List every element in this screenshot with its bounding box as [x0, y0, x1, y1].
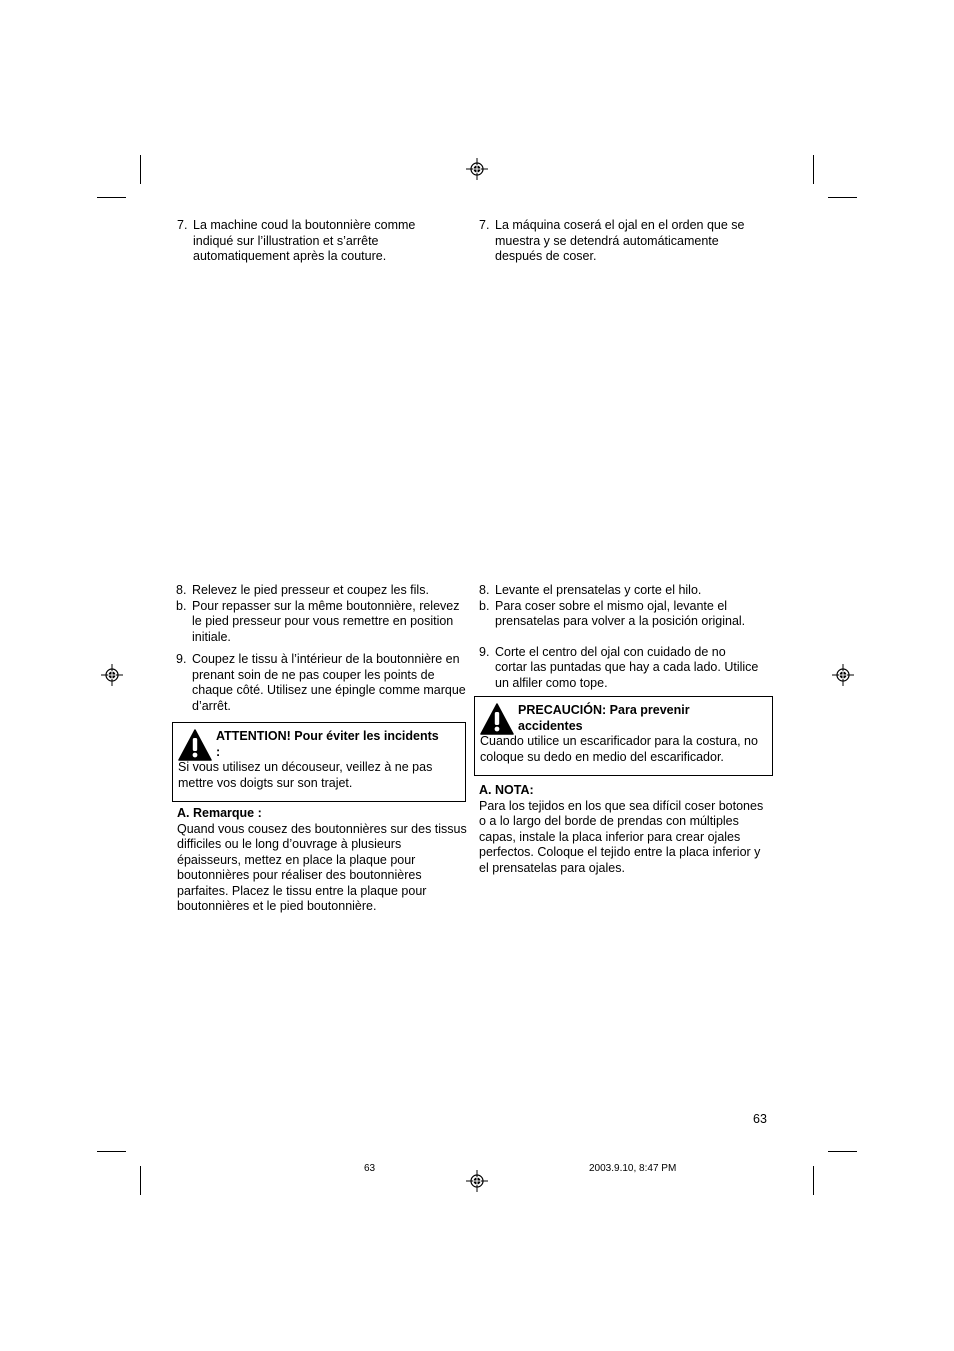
page-number: 63 — [753, 1112, 767, 1126]
footer-timestamp: 2003.9.10, 8:47 PM — [589, 1163, 677, 1174]
registration-mark-icon — [465, 157, 489, 181]
crop-mark — [140, 1166, 141, 1195]
footer-page: 63 — [364, 1163, 376, 1174]
crop-mark — [140, 155, 141, 184]
french-step-8 — [176, 583, 466, 599]
step-number: b. — [176, 598, 187, 613]
spanish-step-8 — [479, 583, 769, 599]
step-text: Pour repasser sur la même boutonnière, relevez le pied presseur pour vous remettre en position initiale. — [192, 598, 460, 644]
french-note — [177, 806, 467, 915]
step-text: Corte el centro del ojal con cuidado de no cortar las puntadas que hay a cada lado. Utilice un alfiler como tope. — [495, 644, 759, 690]
spanish-step-7 — [479, 218, 759, 265]
step-text: Para coser sobre el mismo ojal, levante el prensatelas para volver a la posición original. — [495, 598, 746, 628]
registration-mark-icon — [465, 1169, 489, 1193]
step-text: Levante el prensatelas y corte el hilo. — [495, 583, 702, 597]
note-title — [177, 806, 467, 822]
step-text: La machine coud la boutonnière comme indiqué sur l’illustration et s’arrête automatiquement après la couture. — [193, 218, 416, 263]
caution-text: Cuando utilice un escarificador para la costura, no coloque su dedo en medio del escarificador. — [480, 734, 758, 764]
spanish-caution-box — [474, 696, 773, 776]
registration-mark-icon — [831, 663, 855, 687]
caution-text: Si vous utilisez un découseur, veillez à ne pas mettre vos doigts sur son trajet. — [178, 760, 433, 790]
french-step-b — [176, 599, 466, 646]
step-number: 8. — [176, 583, 187, 597]
step-number: 9. — [479, 644, 490, 659]
note-heading: NOTA: — [495, 783, 534, 797]
french-step-9 — [176, 652, 466, 714]
step-text: La máquina coserá el ojal en el orden que se muestra y se detendrá automáticamente después de coser. — [495, 218, 745, 263]
crop-mark — [97, 197, 126, 198]
spanish-step-9 — [479, 645, 769, 692]
french-caution-box — [172, 722, 466, 802]
crop-mark — [813, 155, 814, 184]
caution-title: PRECAUCIÓN: Para prevenir accidentes — [518, 703, 690, 733]
crop-mark — [97, 1151, 126, 1152]
crop-mark — [828, 197, 857, 198]
step-text: Relevez le pied presseur et coupez les fils. — [192, 583, 429, 597]
warning-triangle-icon — [178, 729, 212, 761]
step-number: 7. — [479, 218, 490, 232]
step-number: b. — [479, 598, 490, 613]
note-label: A. — [177, 806, 190, 820]
french-step-7 — [177, 218, 447, 265]
note-text: Quand vous cousez des boutonnières sur des tissus difficiles ou le long d’ouvrage à plusieurs épaisseurs, mettez en place la plaque pour boutonnières pour réaliser des boutonnières parfaites. Placez le tissu entre la plaque pour boutonnières et le pied boutonnière. — [177, 821, 467, 913]
step-number: 9. — [176, 652, 187, 666]
caution-title: ATTENTION! Pour éviter les incidents : — [216, 729, 439, 759]
note-label: A. — [479, 783, 492, 797]
note-heading: Remarque : — [193, 806, 262, 820]
note-title — [479, 783, 771, 799]
step-number: 7. — [177, 218, 188, 232]
crop-mark — [828, 1151, 857, 1152]
note-text: Para los tejidos en los que sea difícil coser botones o a lo largo del borde de prendas con múltiples capas, instale la placa inferior para crear ojales perfectos. Coloque el tejido entre la placa inferior y el prensatelas para ojales. — [479, 798, 764, 875]
spanish-steps-lower — [479, 583, 769, 691]
registration-mark-icon — [100, 663, 124, 687]
warning-triangle-icon — [480, 703, 514, 735]
step-number: 8. — [479, 583, 490, 597]
step-text: Coupez le tissu à l’intérieur de la boutonnière en prenant soin de ne pas couper les points de chaque côté. Utilisez une épingle comme marque d’arrêt. — [192, 652, 466, 713]
french-steps-lower — [176, 583, 466, 714]
crop-mark — [813, 1166, 814, 1195]
spanish-step-b — [479, 599, 769, 630]
spanish-note — [479, 783, 771, 876]
